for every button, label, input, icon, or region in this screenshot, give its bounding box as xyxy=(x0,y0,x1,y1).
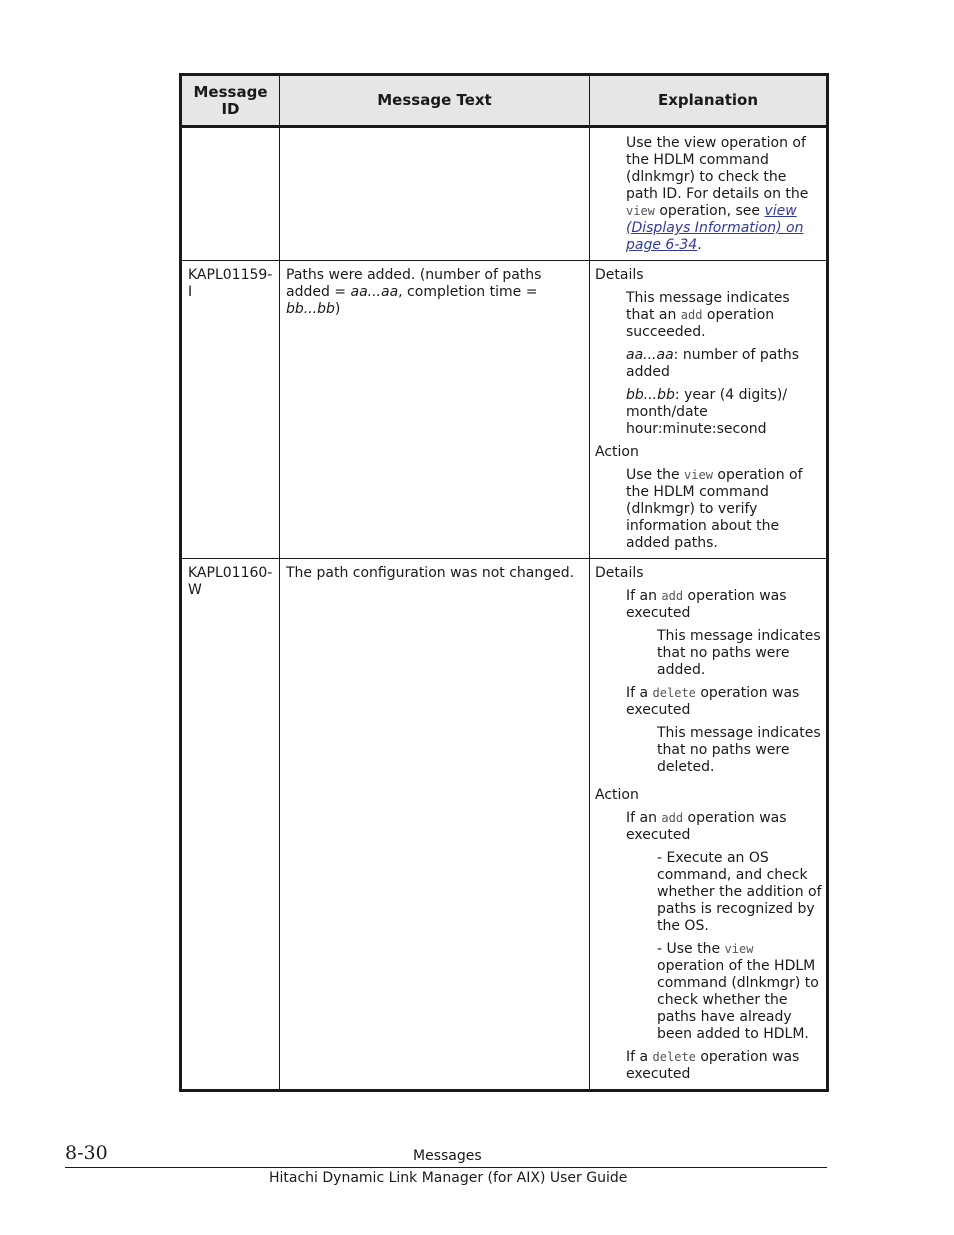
explanation-paragraph: This message indicates that no paths were deleted. xyxy=(657,725,821,775)
footer-divider xyxy=(65,1167,827,1168)
explanation-paragraph: If a delete operation was executed xyxy=(626,1049,800,1082)
explanation-paragraph: If a delete operation was executed xyxy=(626,685,800,718)
footer-section-title: Messages xyxy=(413,1148,482,1164)
message-id-cell: KAPL01159-I xyxy=(181,261,280,559)
code-view: view xyxy=(724,942,754,956)
action-label: Action xyxy=(595,444,639,460)
footer-book-title: Hitachi Dynamic Link Manager (for AIX) User Guide xyxy=(269,1170,628,1186)
explanation-cell xyxy=(590,559,828,1091)
table-row xyxy=(181,559,828,1091)
explanation-paragraph: bb...bb: year (4 digits)/ month/date hour:minute:second xyxy=(626,387,788,437)
explanation-paragraph: - Use the view operation of the HDLM command (dlnkmgr) to check whether the paths have already been added to HDLM. xyxy=(657,941,819,1042)
messages-table xyxy=(179,73,829,1092)
explanation-cell xyxy=(590,127,828,261)
code-add: add xyxy=(661,589,684,603)
details-label: Details xyxy=(595,267,644,283)
explanation-cell xyxy=(590,261,828,559)
table-header-row xyxy=(181,75,828,127)
explanation-paragraph: This message indicates that an add operation succeeded. xyxy=(626,290,790,340)
message-text-cell: The path configuration was not changed. xyxy=(280,559,590,1091)
details-label: Details xyxy=(595,565,644,581)
page-number: 8-30 xyxy=(65,1142,108,1164)
table-row xyxy=(181,261,828,559)
explanation-paragraph: - Execute an OS command, and check whether the addition of paths is recognized by the OS. xyxy=(657,850,822,934)
header-explanation: Explanation xyxy=(590,75,828,127)
code-add: add xyxy=(661,811,684,825)
explanation-paragraph: If an add operation was executed xyxy=(626,810,787,843)
explanation-paragraph: Use the view operation of the HDLM command (dlnkmgr) to check the path ID. For details on the view operation, see view (Displays Information) on page 6-34. xyxy=(626,135,809,253)
code-view: view xyxy=(626,204,655,218)
header-message-text: Message Text xyxy=(280,75,590,127)
view-reference-link[interactable]: view (Displays Information) on page 6-34 xyxy=(626,203,804,253)
explanation-paragraph: This message indicates that no paths were added. xyxy=(657,628,821,678)
explanation-paragraph: If an add operation was executed xyxy=(626,588,787,621)
code-delete: delete xyxy=(652,686,696,700)
explanation-paragraph: Use the view operation of the HDLM command (dlnkmgr) to verify information about the added paths. xyxy=(626,467,803,551)
code-delete: delete xyxy=(652,1050,696,1064)
message-id-cell xyxy=(181,127,280,261)
explanation-paragraph: aa...aa: number of paths added xyxy=(626,347,799,380)
table-row xyxy=(181,127,828,261)
header-message-id: Message ID xyxy=(181,75,280,127)
action-label: Action xyxy=(595,787,639,803)
message-text-cell: Paths were added. (number of paths added = aa...aa, completion time = bb...bb) xyxy=(280,261,590,559)
message-text-cell xyxy=(280,127,590,261)
code-view: view xyxy=(684,468,713,482)
code-add: add xyxy=(680,308,703,322)
message-id-cell: KAPL01160-W xyxy=(181,559,280,1091)
